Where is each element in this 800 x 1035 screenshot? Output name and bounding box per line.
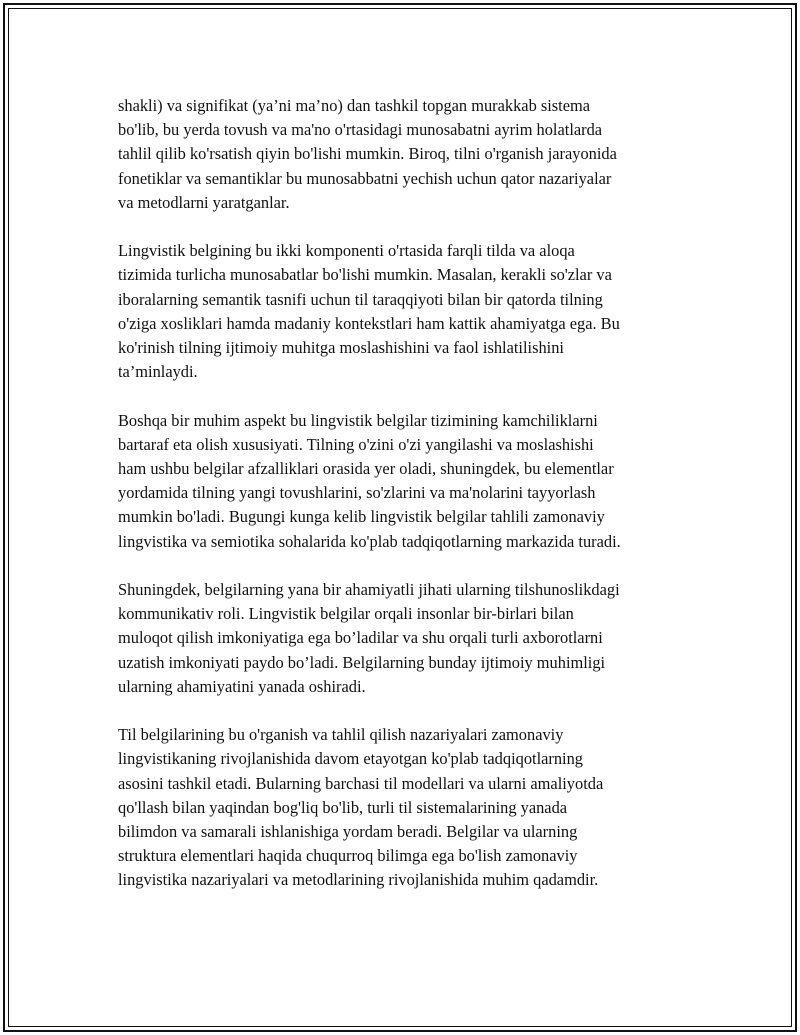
paragraph-1: shakli) va signifikat (ya’ni ma’no) dan tashkil topgan murakkab sistema bo'lib, bu yerda tovush va ma'no o'rtasidagi munosabatni ayrim holatlarda tahlil qilib ko'rsatish qiyin bo'lishi mumkin. Biroq, tilni o'rganish jarayonida fonetiklar va semantiklar bu munosabbatni yechish uchun qator nazariyalar va metodlarni yaratganlar. bbox=[118, 96, 617, 212]
paragraph-4: Shuningdek, belgilarning yana bir ahamiyatli jihati ularning tilshunoslikdagi kommunikativ roli. Lingvistik belgilar orqali insonlar bir-birlari bilan muloqot qilish imkoniyatiga ega bo’ladilar va shu orqali turli axborotlarni uzatish imkoniyati paydo bo’ladi. Belgilarning bunday ijtimoiy muhimligi ularning ahamiyatini yanada oshiradi. bbox=[118, 580, 620, 696]
document-body bbox=[118, 94, 698, 917]
paragraph-5: Til belgilarining bu o'rganish va tahlil qilish nazariyalari zamonaviy lingvistikaning rivojlanishida davom etayotgan ko'plab tadqiqotlarning asosini tashkil etadi. Bularning barchasi til modellari va ularni amaliyotda qo'llash bilan yaqindan bog'liq bo'lib, turli til sistemalarining yanada bilimdon va samarali ishlanishiga yordam beradi. Belgilar va ularning struktura elementlari haqida chuqurroq bilimga ega bo'lish zamonaviy lingvistika nazariyalari va metodlarining rivojlanishida muhim qadamdir. bbox=[118, 725, 604, 890]
paragraph-2: Lingvistik belgining bu ikki komponenti o'rtasida farqli tilda va aloqa tizimida turlicha munosabatlar bo'lishi mumkin. Masalan, kerakli so'zlar va iboralarning semantik tasnifi uchun til taraqqiyoti bilan bir qatorda tilning o'ziga xosliklari hamda madaniy kontekstlari ham kattik ahamiyatga ega. Bu ko'rinish tilning ijtimoiy muhitga moslashishini va faol ishlatilishini ta’minlaydi. bbox=[118, 241, 620, 382]
paragraph-3: Boshqa bir muhim aspekt bu lingvistik belgilar tizimining kamchiliklarni bartaraf eta olish xususiyati. Tilning o'zini o'zi yangilashi va moslashishi ham ushbu belgilar afzalliklari orasida yer oladi, shuningdek, bu elementlar yordamida tilning yangi tovushlarini, so'zlarini va ma'nolarini tayyorlash mumkin bo'ladi. Bugungi kunga kelib lingvistik belgilar tahlili zamonaviy lingvistika va semiotika sohalarida ko'plab tadqiqotlarning markazida turadi. bbox=[118, 410, 621, 551]
